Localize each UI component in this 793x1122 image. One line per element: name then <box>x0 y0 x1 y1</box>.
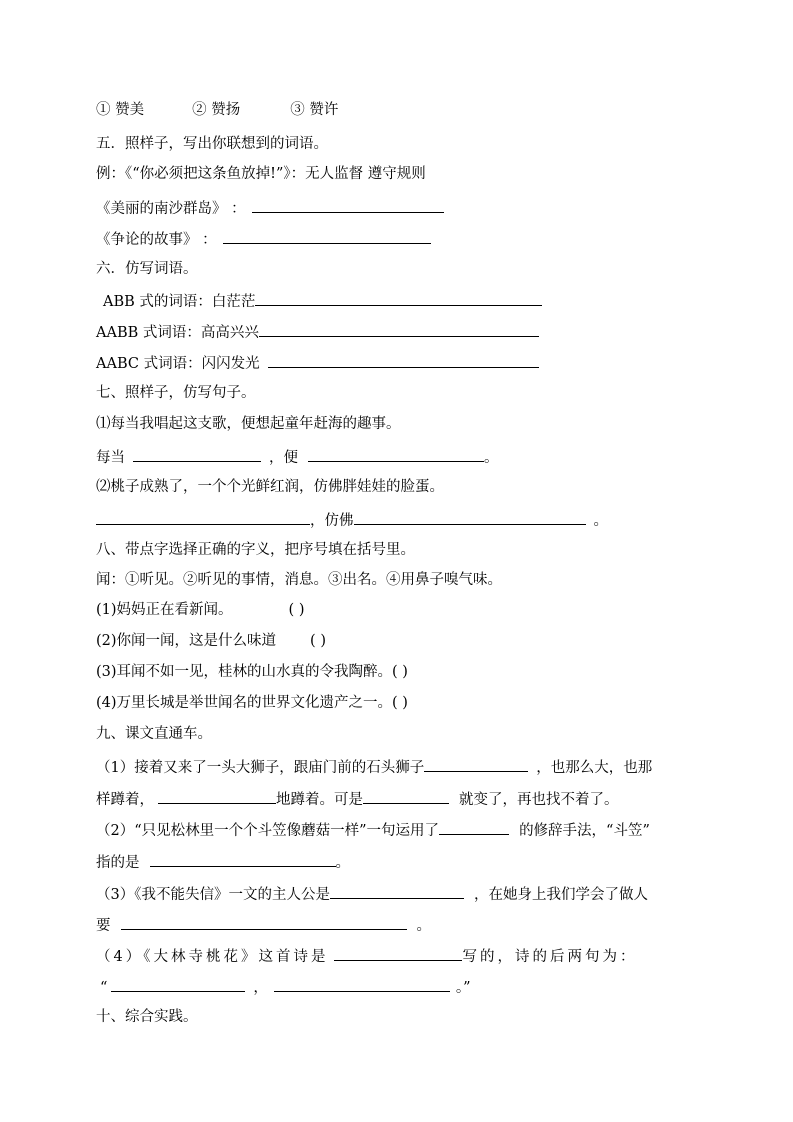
text: 写的，诗的后两句为： <box>462 949 638 965</box>
text: “ <box>100 980 108 996</box>
text: （1）接着又来了一头大狮子，跟庙门前的石头狮子 <box>96 760 425 776</box>
section-7-q1-answer <box>96 446 499 468</box>
answer-paren[interactable]: ( ) <box>288 602 305 618</box>
answer-blank[interactable] <box>334 945 462 961</box>
answer-blank[interactable] <box>133 446 261 462</box>
text: ， <box>253 980 268 996</box>
answer-blank[interactable] <box>268 352 539 368</box>
section-9-q4-line1 <box>96 945 637 967</box>
section-5-heading: 五．照样子，写出你联想到的词语。 <box>96 136 328 152</box>
text: 要 <box>96 918 111 934</box>
text: 每当 <box>96 450 125 466</box>
section-8-q3: (3)耳闻不如一见，桂林的山水真的令我陶醉。( ) <box>96 664 408 680</box>
answer-blank[interactable] <box>330 883 464 899</box>
section-9-q2-line2 <box>96 851 350 873</box>
text: ，也那么大，也那 <box>536 760 653 776</box>
answer-blank[interactable] <box>111 976 245 992</box>
text: 就变了，再也找不着了。 <box>459 792 619 808</box>
aabb-row <box>96 321 539 343</box>
text: ，便 <box>269 450 298 466</box>
text: 的修辞手法，“斗笠” <box>519 823 650 839</box>
abb-label: ABB 式的词语：白茫茫 <box>103 294 256 310</box>
text: （3）《我不能失信》一文的主人公是 <box>96 887 330 903</box>
answer-blank[interactable] <box>252 197 444 213</box>
section-5-item-1 <box>96 197 444 219</box>
answer-blank[interactable] <box>308 446 484 462</box>
text: 。 <box>416 918 431 934</box>
answer-blank[interactable] <box>439 819 509 835</box>
section-7-q2-answer <box>96 509 608 531</box>
answer-blank[interactable] <box>259 321 539 337</box>
text: （4）《大林寺桃花》这首诗是 <box>96 949 329 965</box>
text: 指的是 <box>96 855 140 871</box>
section-7-heading: 七、照样子，仿写句子。 <box>96 385 256 401</box>
text: 。 <box>335 855 350 871</box>
section-5-item-2 <box>96 228 431 250</box>
aabb-label: AABB 式词语：高高兴兴 <box>96 325 259 341</box>
text: 地蹲着。可是 <box>276 792 363 808</box>
text: 。 <box>593 513 608 529</box>
text: 。” <box>455 980 471 996</box>
answer-blank[interactable] <box>363 788 449 804</box>
text: 。 <box>484 450 499 466</box>
section-6-heading: 六．仿写词语。 <box>96 261 198 277</box>
section-8-q1 <box>96 600 304 620</box>
option-2: ② 赞扬 <box>192 102 241 118</box>
answer-blank[interactable] <box>121 914 407 930</box>
answer-blank[interactable] <box>150 851 336 867</box>
text: (2)你闻一闻，这是什么味道 <box>96 633 277 649</box>
section-8-q2 <box>96 631 326 651</box>
answer-blank[interactable] <box>255 290 542 306</box>
item-label: 《争论的故事》 ： <box>96 232 217 248</box>
section-8-q4: (4)万里长城是举世闻名的世界文化遗产之一。( ) <box>96 695 408 711</box>
section-9-q1-line2 <box>96 788 619 810</box>
section-9-q4-line2 <box>100 976 471 998</box>
text: （2）“只见松林里一个个斗笠像蘑菇一样”一句运用了 <box>96 823 440 839</box>
section-7-q1: ⑴每当我唱起这支歌，便想起童年赶海的趣事。 <box>96 416 401 432</box>
section-7-q2: ⑵桃子成熟了，一个个光鲜红润，仿佛胖娃娃的脸蛋。 <box>96 479 444 495</box>
answer-blank[interactable] <box>96 509 310 525</box>
section-9-q1-line1 <box>96 756 652 778</box>
item-label: 《美丽的南沙群岛》 ： <box>96 201 246 217</box>
section-5-example: 例：《“你必须把这条鱼放掉!”》：无人监督 遵守规则 <box>96 166 426 182</box>
aabc-label: AABC 式词语：闪闪发光 <box>96 356 260 372</box>
option-3: ③ 赞许 <box>290 102 339 118</box>
text: 样蹲着， <box>96 792 154 808</box>
answer-blank[interactable] <box>354 509 586 525</box>
section-9-q2-line1 <box>96 819 650 841</box>
section-10-heading: 十、综合实践。 <box>96 1009 198 1025</box>
section-9-q3-line1 <box>96 883 648 905</box>
text: ，仿佛 <box>310 513 354 529</box>
answer-blank[interactable] <box>158 788 276 804</box>
aabc-row <box>96 352 539 374</box>
section-8-meanings: 闻：①听见。②听见的事情，消息。③出名。④用鼻子嗅气味。 <box>96 572 502 588</box>
section-9-heading: 九、课文直通车。 <box>96 726 212 742</box>
answer-blank[interactable] <box>424 756 528 772</box>
section-9-q3-line2 <box>96 914 431 936</box>
answer-blank[interactable] <box>274 976 450 992</box>
options-row <box>96 100 338 120</box>
option-1: ① 赞美 <box>96 102 145 118</box>
abb-row <box>103 290 542 312</box>
answer-paren[interactable]: ( ) <box>310 633 326 649</box>
text: (1)妈妈正在看新闻。 <box>96 602 233 618</box>
text: ，在她身上我们学会了做人 <box>473 887 648 903</box>
answer-blank[interactable] <box>223 228 431 244</box>
section-8-heading: 八、带点字选择正确的字义，把序号填在括号里。 <box>96 542 415 558</box>
